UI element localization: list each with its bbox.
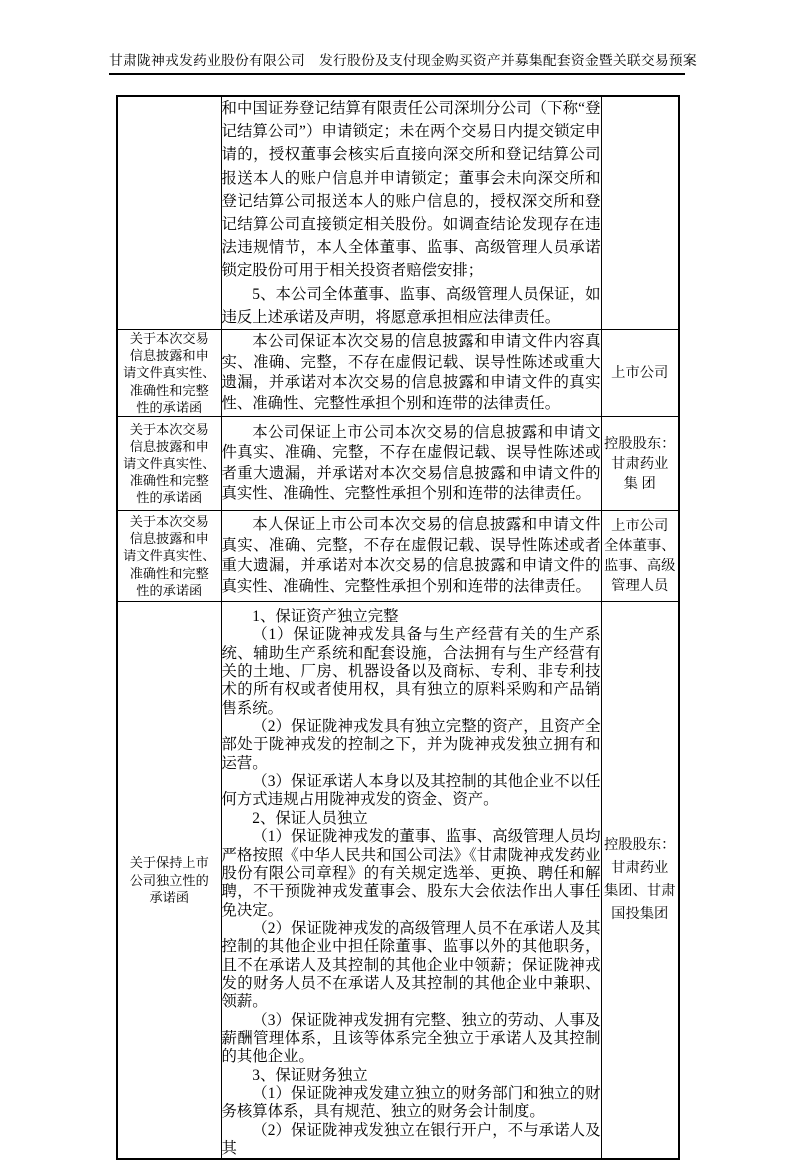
content-paragraph: 2、保证人员独立 [252, 809, 368, 827]
content-paragraph: 5、本公司全体董事、监事、高级管理人员保证，如违反上述承诺及声明，将愿意承担相应法律责任。 [221, 285, 601, 326]
row-party-line: 监事、高级 [604, 558, 676, 575]
row-party-line: 集 团 [623, 475, 656, 492]
row-title-line: 请文件真实性、 [123, 548, 216, 564]
row-title-line: 性的承诺函 [136, 582, 203, 598]
content-paragraph: 3、保证财务独立 [252, 1066, 368, 1084]
content-paragraph: （2）保证陇神戎发的高级管理人员不在承诺人及其控制的其他企业中担任除董事、监事以外的其他职务，且不在承诺人及其控制的其他企业中领薪；保证陇神戎发的财务人员不在承诺人及其控制的其他企业中兼职、领薪。 [221, 919, 601, 1011]
row-party-cell [601, 511, 679, 602]
row-party-line: 全体董事、 [604, 538, 676, 555]
content-paragraph: 本公司保证上市公司本次交易的信息披露和申请文件真实、准确、完整，不存在虚假记载、误导性陈述或者重大遗漏，并承诺对本次交易信息披露和申请文件的真实性、准确性、完整性承担个别和连带的法律责任。 [221, 423, 601, 503]
row-party-cell [601, 96, 679, 330]
row-title-line: 信息披露和申 [129, 348, 209, 364]
page-header: 甘肃陇神戎发药业股份有限公司 发行股份及支付现金购买资产并募集配套资金暨关联交易预案 [109, 50, 685, 75]
row-content-cell [221, 511, 601, 602]
content-paragraph: 本公司保证本次交易的信息披露和申请文件内容真实、准确、完整，不存在虚假记载、误导性陈述或重大遗漏，并承诺对本次交易的信息披露和申请文件的真实性、准确性、完整性承担个别和连带的法律责任。 [221, 333, 601, 412]
row-title-line: 性的承诺函 [136, 490, 203, 506]
table-row [117, 511, 679, 602]
content-paragraph: （3）保证承诺人本身以及其控制的其他企业不以任何方式违规占用陇神戎发的资金、资产。 [221, 773, 601, 809]
row-party-line: 控股股东： [604, 435, 676, 452]
row-title-line: 请文件真实性、 [123, 365, 216, 381]
row-title-line: 信息披露和申 [129, 438, 209, 454]
table-row [117, 602, 679, 1160]
row-title-line: 公司独立性的 [129, 872, 209, 888]
row-title-line: 请文件真实性、 [123, 455, 216, 471]
row-party-cell [601, 417, 679, 511]
row-party-line: 上市公司 [611, 518, 669, 535]
row-party-line: 控股股东： [604, 837, 676, 854]
row-content-cell [221, 602, 601, 1160]
row-party-line: 国投集团 [611, 906, 669, 923]
row-party-line: 上市公司 [611, 365, 669, 382]
table-row [117, 417, 679, 511]
commitments-table [116, 95, 680, 1160]
content-paragraph: 1、保证资产独立完整 [252, 608, 399, 626]
row-party-line: 甘肃药业 [611, 455, 669, 472]
content-paragraph: （1）保证陇神戎发建立独立的财务部门和独立的财务核算体系，具有规范、独立的财务会计制度。 [221, 1084, 601, 1121]
content-paragraph: 本人保证上市公司本次交易的信息披露和申请文件真实、准确、完整，不存在虚假记载、误导性陈述或者重大遗漏，并承诺对本次交易的信息披露和申请文件的真实性、准确性、完整性承担个别和连带的法律责任。 [221, 516, 601, 595]
row-content-cell [221, 330, 601, 417]
row-content-cell [221, 96, 601, 330]
table-row [117, 96, 679, 330]
row-party-line: 甘肃药业 [611, 860, 669, 877]
row-title-cell [117, 330, 221, 417]
row-party-line: 管理人员 [611, 578, 669, 595]
row-title-line: 准确性和完整 [129, 382, 209, 398]
content-paragraph: 和中国证券登记结算有限责任公司深圳分公司（下称“登记结算公司”）申请锁定；未在两个交易日内提交锁定申请的，授权董事会核实后直接向深交所和登记结算公司报送本人的账户信息并申请锁定；董事会未向深交所和登记结算公司报送本人的账户信息的，授权深交所和登记结算公司直接锁定相关股份。如调查结论发现存在违法违规情节，本人全体董事、监事、高级管理人员承诺锁定股份可用于相关投资者赔偿安排； [221, 100, 601, 280]
row-title-line: 关于本次交易 [129, 514, 209, 530]
content-paragraph: （1）保证陇神戎发的董事、监事、高级管理人员均严格按照《中华人民共和国公司法》《甘肃陇神戎发药业股份有限公司章程》的有关规定选举、更换、聘任和解聘，不干预陇神戎发董事会、股东大会依法作出人事任免决定。 [221, 828, 601, 919]
row-party-line: 集团、甘肃 [604, 883, 676, 900]
table-row [117, 330, 679, 417]
row-title-cell [117, 96, 221, 330]
content-paragraph: （1）保证陇神戎发具备与生产经营有关的生产系统、辅助生产系统和配套设施，合法拥有与生产经营有关的土地、厂房、机器设备以及商标、专利、非专利技术的所有权或者使用权，具有独立的原料采购和产品销售系统。 [221, 626, 601, 717]
row-title-cell [117, 511, 221, 602]
content-paragraph: （3）保证陇神戎发拥有完整、独立的劳动、人事及薪酬管理体系，且该等体系完全独立于承诺人及其控制的其他企业。 [221, 1011, 601, 1066]
row-title-cell [117, 417, 221, 511]
row-title-cell [117, 602, 221, 1160]
row-title-line: 准确性和完整 [129, 473, 209, 489]
content-paragraph: （2）保证陇神戎发具有独立完整的资产，且资产全部处于陇神戎发的控制之下，并为陇神戎发独立拥有和运营。 [221, 718, 601, 772]
row-content-cell [221, 417, 601, 511]
row-party-cell [601, 602, 679, 1160]
row-party-cell [601, 330, 679, 417]
commitments-table-body [117, 96, 679, 1159]
row-title-line: 承诺函 [149, 889, 190, 905]
content-paragraph: （2）保证陇神戎发独立在银行开户，不与承诺人及其 [221, 1121, 601, 1158]
row-title-line: 关于本次交易 [129, 421, 209, 437]
row-title-line: 关于保持上市 [129, 855, 209, 871]
row-title-line: 信息披露和申 [129, 531, 209, 547]
row-title-line: 性的承诺函 [136, 399, 203, 415]
row-title-line: 关于本次交易 [129, 331, 209, 347]
row-title-line: 准确性和完整 [129, 565, 209, 581]
